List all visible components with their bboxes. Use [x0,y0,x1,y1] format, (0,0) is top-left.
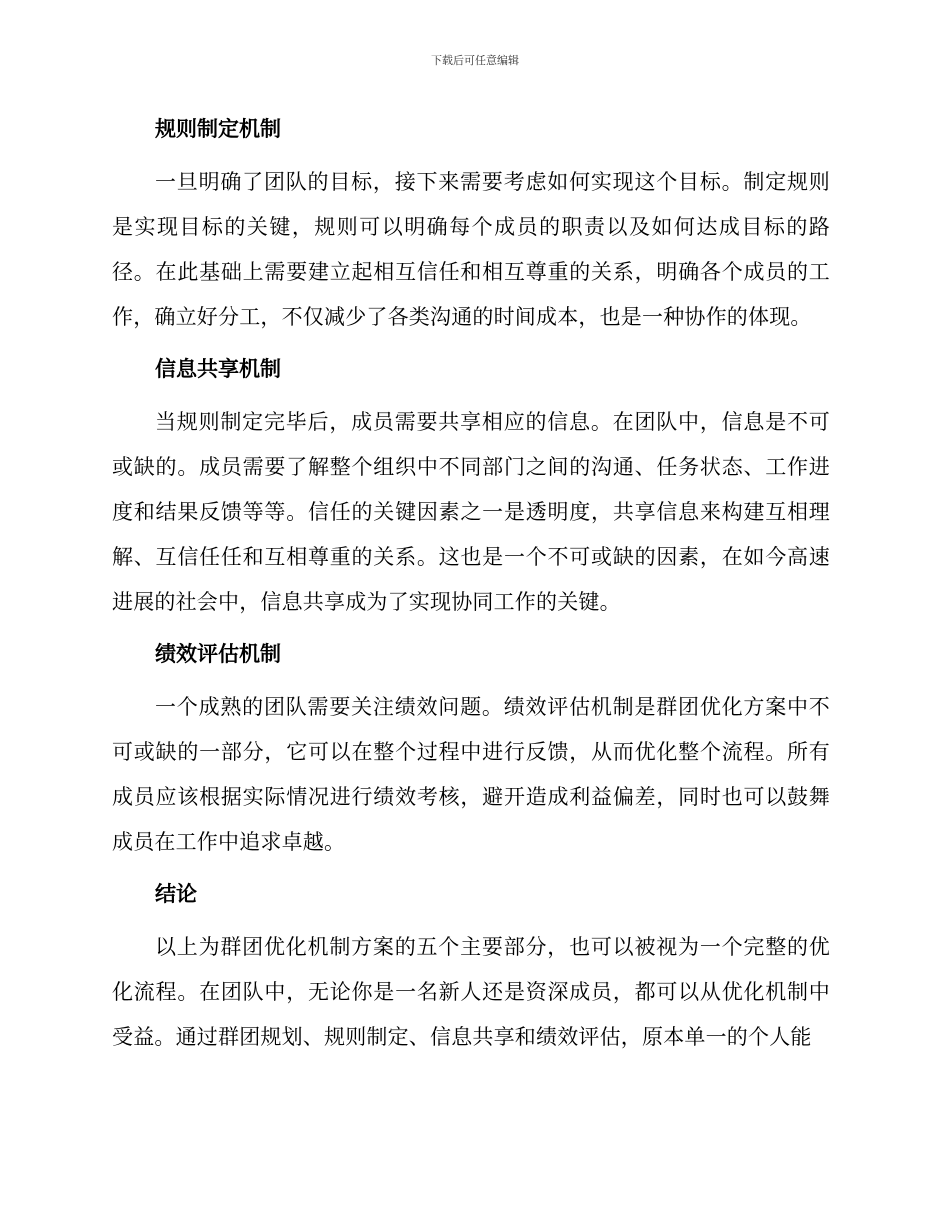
section-heading-info-sharing: 信息共享机制 [155,357,281,381]
section-heading-performance: 绩效评估机制 [155,642,281,666]
section-paragraph-info-sharing: 当规则制定完毕后，成员需要共享相应的信息。在团队中，信息是不可或缺的。成员需要了解整个组织中不同部门之间的沟通、任务状态、工作进度和结果反馈等等。信任的关键因素之一是透明度，共享信息来构建互相理解、互信任任和互相尊重的关系。这也是一个不可或缺的因素，在如今高速进展的社会中，信息共享成为了实现协同工作的关键。 [112,410,830,614]
document-body [112,110,830,1070]
header-note: 下载后可任意编辑 [431,54,519,67]
section-paragraph-rules: 一旦明确了团队的目标，接下来需要考虑如何实现这个目标。制定规则是实现目标的关键，规则可以明确每个成员的职责以及如何达成目标的路径。在此基础上需要建立起相互信任和相互尊重的关系，明确各个成员的工作，确立好分工，不仅减少了各类沟通的时间成本，也是一种协作的体现。 [112,170,830,329]
section-paragraph-conclusion: 以上为群团优化机制方案的五个主要部分，也可以被视为一个完整的优化流程。在团队中，无论你是一名新人还是资深成员，都可以从优化机制中受益。通过群团规划、规则制定、信息共享和绩效评估，原本单一的个人能 [112,935,830,1049]
section-heading-rules: 规则制定机制 [155,117,281,141]
section-paragraph-performance: 一个成熟的团队需要关注绩效问题。绩效评估机制是群团优化方案中不可或缺的一部分，它可以在整个过程中进行反馈，从而优化整个流程。所有成员应该根据实际情况进行绩效考核，避开造成利益偏差，同时也可以鼓舞成员在工作中追求卓越。 [112,695,830,854]
section-heading-conclusion: 结论 [155,882,197,906]
